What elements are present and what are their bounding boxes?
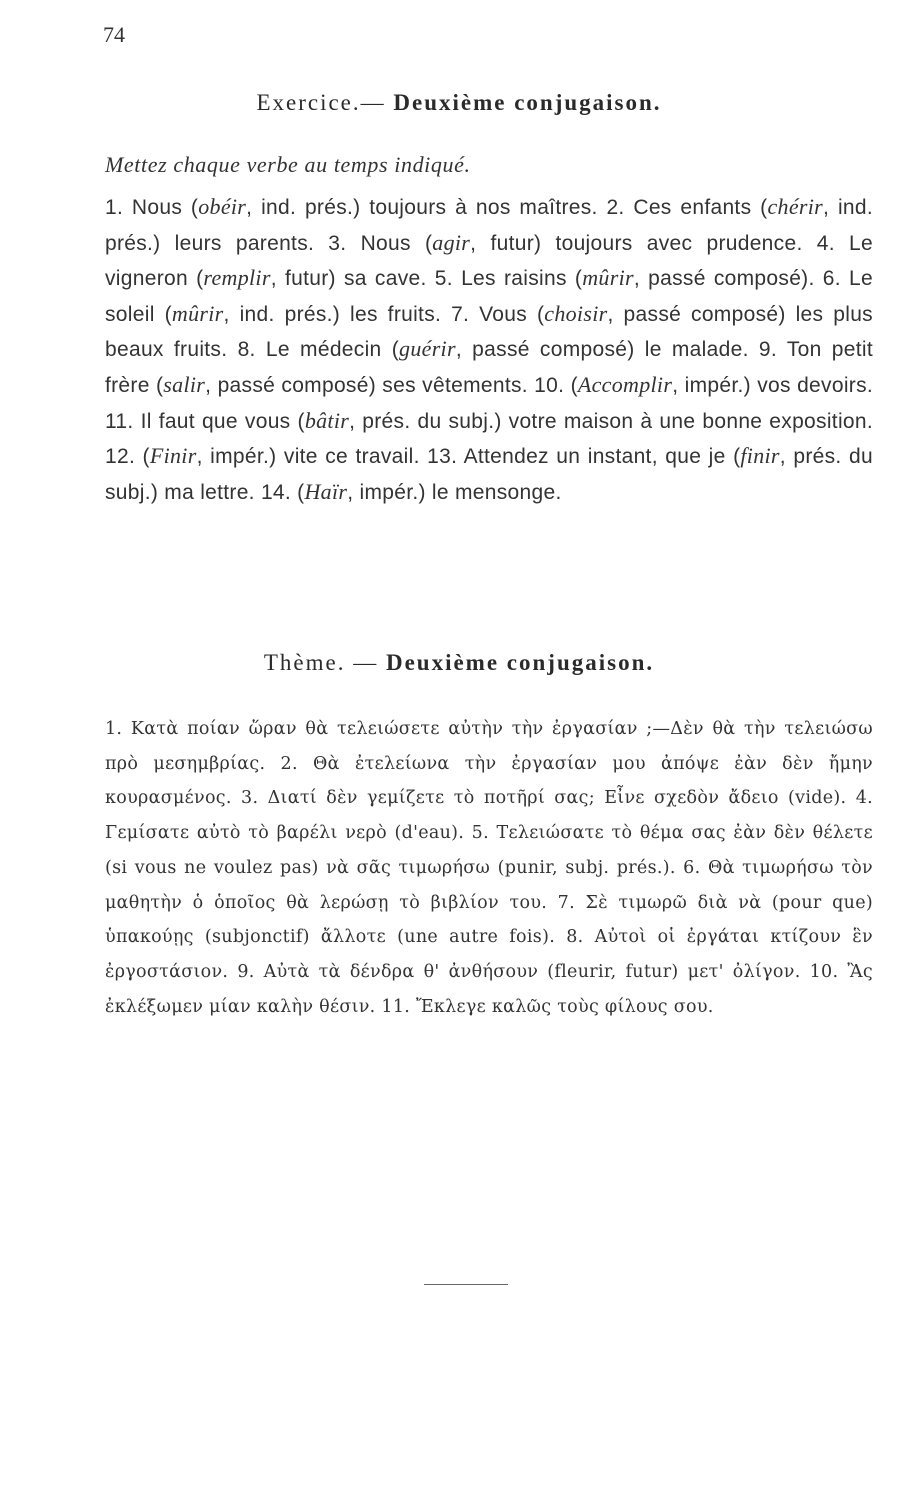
exercise-heading-title: Deuxième conjugaison. [393, 90, 662, 115]
exercise-heading [0, 90, 918, 116]
page-number: 74 [103, 22, 125, 47]
theme-heading-prefix: Thème. — [263, 650, 379, 675]
theme-heading-title: Deuxième conjugaison. [385, 650, 655, 675]
exercise-heading-prefix: Exercice.— [256, 90, 386, 115]
theme-heading [0, 650, 918, 676]
divider [424, 1284, 508, 1285]
theme-text: 1. Κατὰ ποίαν ὥραν θὰ τελειώσετε αὐτὴν τὴν ἐργασίαν ;—Δὲν θὰ τὴν τελειώσω πρὸ μεσημβρίας. 2. Θὰ ἐτελείωνα τὴν ἐργασίαν μου ἀπόψε ἐὰν δὲν ἤμην κουρασμένος. 3. Διατί δὲν γεμίζετε τὸ ποτῆρί σας; Εἶνε σχεδὸν ἄδειο (vide). 4. Γεμίσατε αὐτὸ τὸ βαρέλι νερὸ (d'eau). 5. Τελειώσατε τὸ θέμα σας ἐὰν δὲν θέλετε (si vous ne voulez pas) νὰ σᾶς τιμωρήσω (punir, subj. prés.). 6. Θὰ τιμωρήσω τὸν μαθητὴν ὁ ὁποῖος θὰ λερώσῃ τὸ βιβλίον του. 7. Σὲ τιμωρῶ διὰ νὰ (pour que) ὑπακούῃς (subjonctif) ἄλλοτε (une autre fois). 8. Αὐτοὶ οἱ ἐργάται κτίζουν ἓν ἐργοστάσιον. 9. Αὐτὰ τὰ δένδρα θ' ἀνθήσουν (fleurir, futur) μετ' ὀλίγον. 10. Ἂς ἐκλέξωμεν μίαν καλὴν θέσιν. 11. Ἔκλεγε καλῶς τοὺς φίλους σου. [105, 719, 873, 1017]
exercise-text: 1. Nous (obéir, ind. prés.) toujours à nos maîtres. 2. Ces enfants (chérir, ind. prés.) leurs parents. 3. Nous (agir, futur) toujours avec prudence. 4. Le vigneron (remplir, futur) sa cave. 5. Les raisins (mûrir, passé composé). 6. Le soleil (mûrir, ind. prés.) les fruits. 7. Vous (choisir, passé composé) les plus beaux fruits. 8. Le médecin (guérir, passé composé) le malade. 9. Ton petit frère (salir, passé composé) ses vêtements. 10. (Accomplir, impér.) vos devoirs. 11. Il faut que vous (bâtir, prés. du subj.) votre maison à une bonne exposition. 12. (Finir, impér.) vite ce travail. 13. Attendez un instant, que je (finir, prés. du subj.) ma lettre. 14. (Haïr, impér.) le mensonge. [105, 194, 874, 504]
exercise-instruction: Mettez chaque verbe au temps indiqué. [105, 152, 471, 177]
